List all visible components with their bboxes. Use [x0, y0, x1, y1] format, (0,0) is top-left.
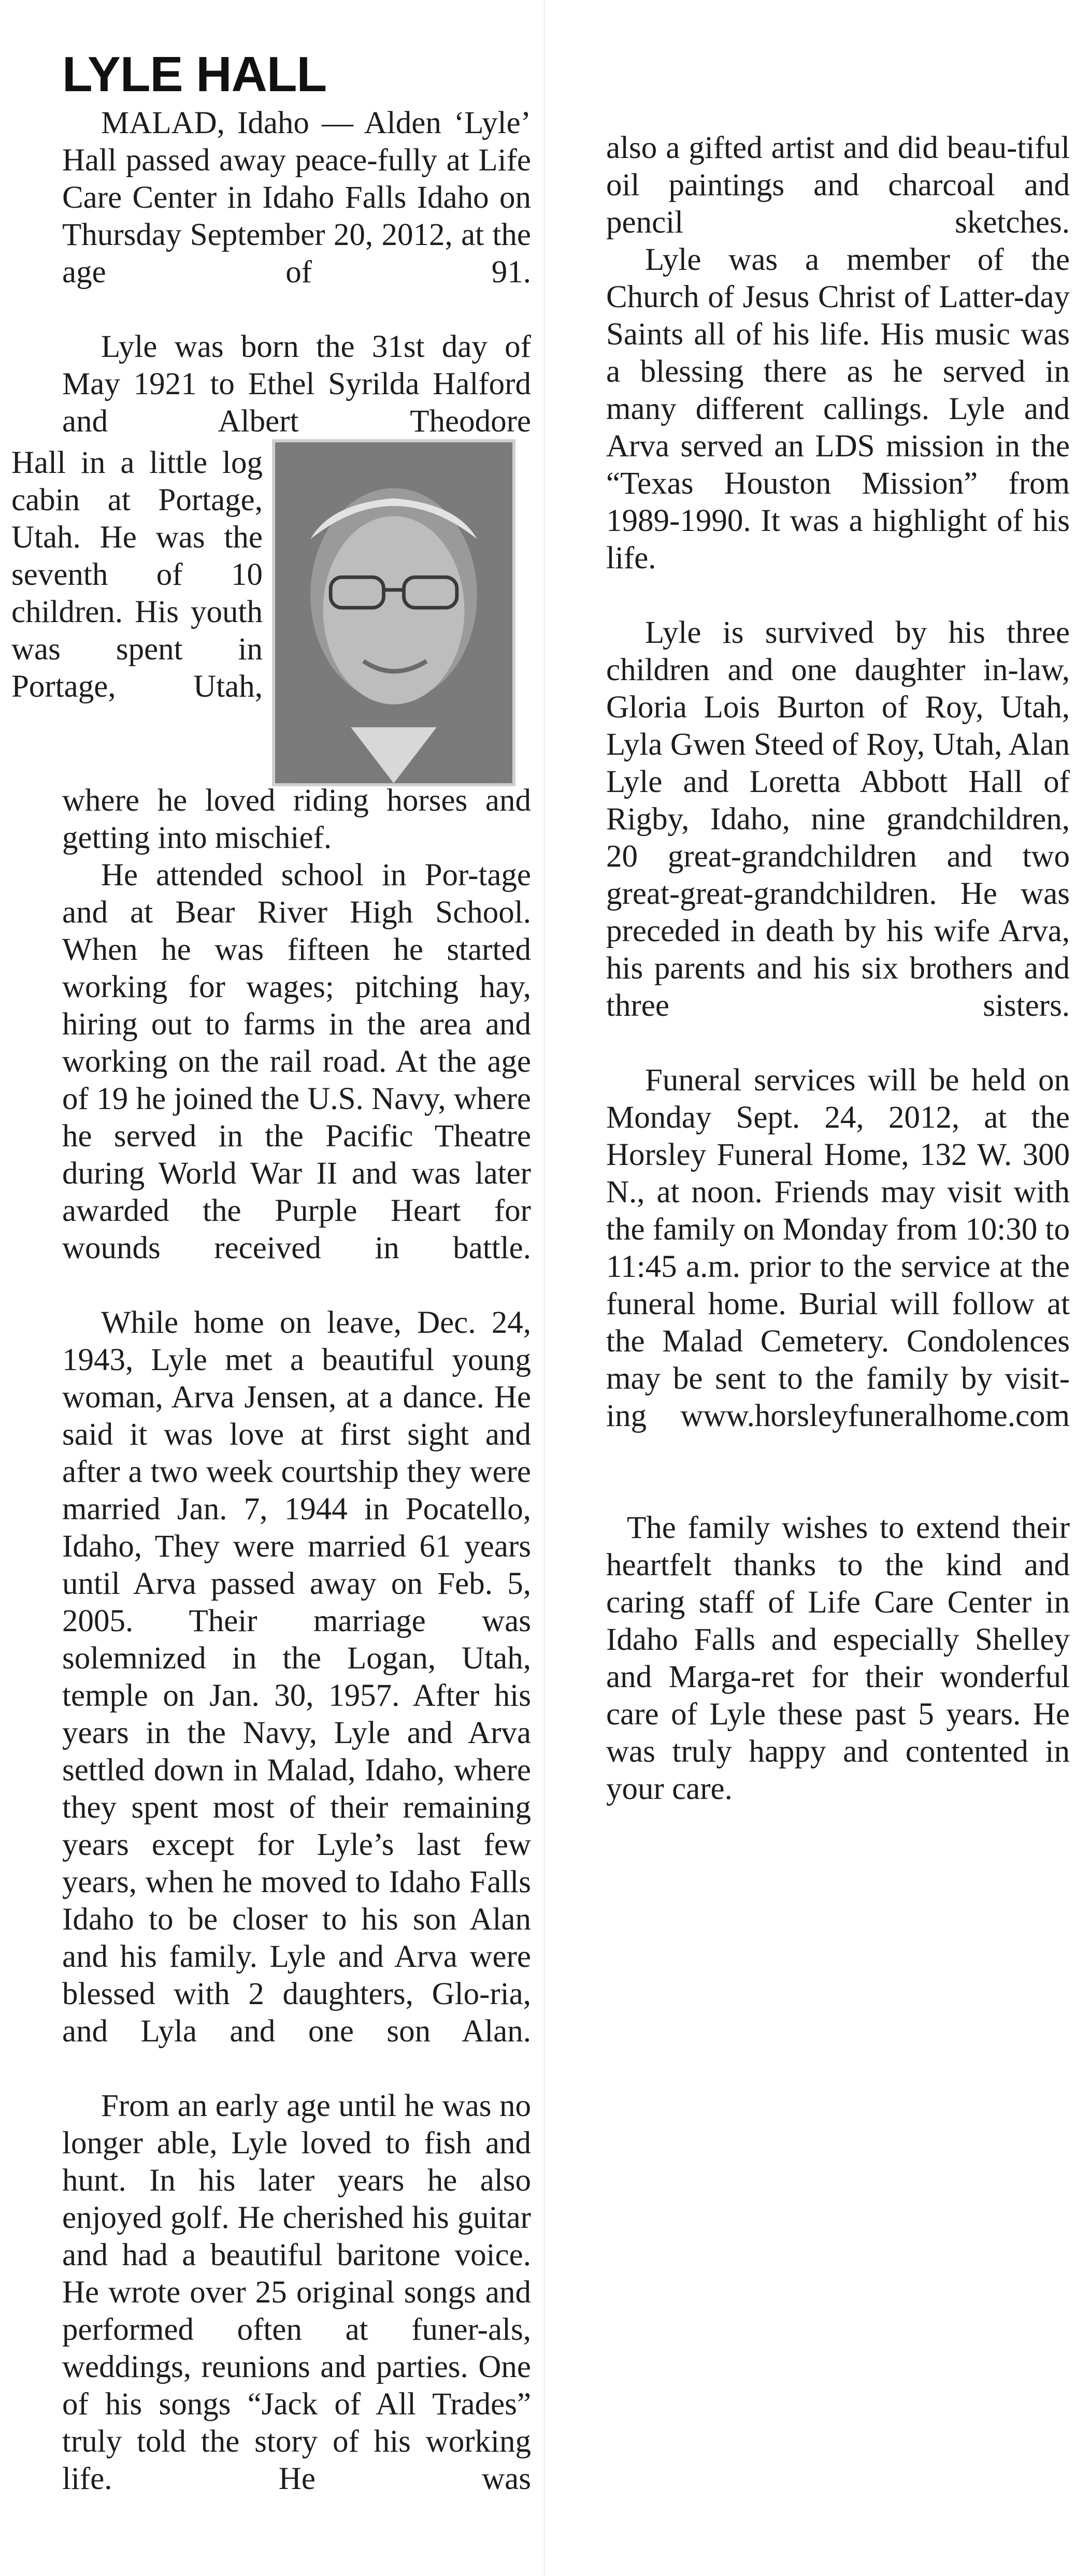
paragraph-marriage: While home on leave, Dec. 24, 1943, Lyle met a beautiful young woman, Arva Jensen, at a dance. He said it was love at first sight and after a two week courtship they were married Jan. 7, 1944 in Pocatello, Idaho, They were married 61 years until Arva passed away on Feb. 5, 2005. Their marriage was solemnized in the Logan, Utah, temple on Jan. 30, 1957. After his years in the Navy, Lyle and Arva settled down in Malad, Idaho, where they spent most of their remaining years except for Lyle’s last few years, when he moved to Idaho Falls Idaho to be closer to his son Alan and his family. Lyle and Arva were blessed with 2 daughters, Glo-ria, and Lyla and one son Alan. [62, 1305, 531, 2049]
paragraph-thanks: The family wishes to extend their heartfelt thanks to the kind and caring staff of Life Care Center in Idaho Falls and especially Shelley and Marga-ret for their wonderful care of Lyle these past 5 years. He was truly happy and contented in your care. [606, 1510, 1070, 1806]
paragraph-birth-part3: where he loved riding horses and getting into mischief. [62, 783, 531, 855]
paragraph-birth-part2: Hall in a little log cabin at Portage, Utah. He was the seventh of 10 children. His youth was spent in Portage, Utah, [11, 445, 263, 704]
paragraph-artist: also a gifted artist and did beau-tiful oil paintings and charcoal and pencil sketches. [606, 131, 1070, 240]
paragraph-church: Lyle was a member of the Church of Jesus Christ of Latter-day Saints all of his life. His music was a blessing there as he served in many different callings. Lyle and Arva served an LDS mission in the “Texas Houston Mission” from 1989-1990. It was a highlight of his life. [606, 242, 1070, 575]
paragraph-intro: MALAD, Idaho — Alden ‘Lyle’ Hall passed away peace-fully at Life Care Center in Idaho Falls Idaho on Thursday September 20, 2012, at the age of 91. [62, 106, 531, 290]
paragraph-survivors: Lyle is survived by his three children and one daughter in-law, Gloria Lois Burton of Roy, Utah, Lyla Gwen Steed of Roy, Utah, Alan Lyle and Loretta Abbott Hall of Rigby, Idaho, nine grandchildren, 20 great-grandchildren and two great-great-grandchildren. He was preceded in death by his wife Arva, his parents and his six brothers and three sisters. [606, 615, 1070, 1023]
paragraph-birth-part1: Lyle was born the 31st day of May 1921 to Ethel Syrilda Halford and Albert Theodore [62, 329, 531, 439]
portrait-image [275, 442, 512, 783]
paragraph-school-navy: He attended school in Por-tage and at Bear River High School. When he was fifteen he started working for wages; pitching hay, hiring out to farms in the area and working on the rail road. At the age of 19 he joined the U.S. Navy, where he served in the Pacific Theatre during World War II and was later awarded the Purple Heart for wounds received in battle. [62, 858, 531, 1265]
portrait-photo [272, 439, 515, 786]
paragraph-services: Funeral services will be held on Monday Sept. 24, 2012, at the Horsley Funeral Home, 132 W. 300 N., at noon. Friends may visit with the family on Monday from 10:30 to 11:45 a.m. prior to the service at the funeral home. Burial will follow at the Malad Cemetery. Condolences may be sent to the family by visit-ing www.horsleyfuneralhome.com [606, 1063, 1070, 1433]
paragraph-hobbies: From an early age until he was no longer able, Lyle loved to fish and hunt. In his later years he also enjoyed golf. He cherished his guitar and had a beautiful baritone voice. He wrote over 25 original songs and performed often at funer-als, weddings, reunions and parties. One of his songs “Jack of All Trades” truly told the story of his working life. He was [62, 2089, 531, 2496]
obituary-headline: LYLE HALL [62, 47, 327, 102]
